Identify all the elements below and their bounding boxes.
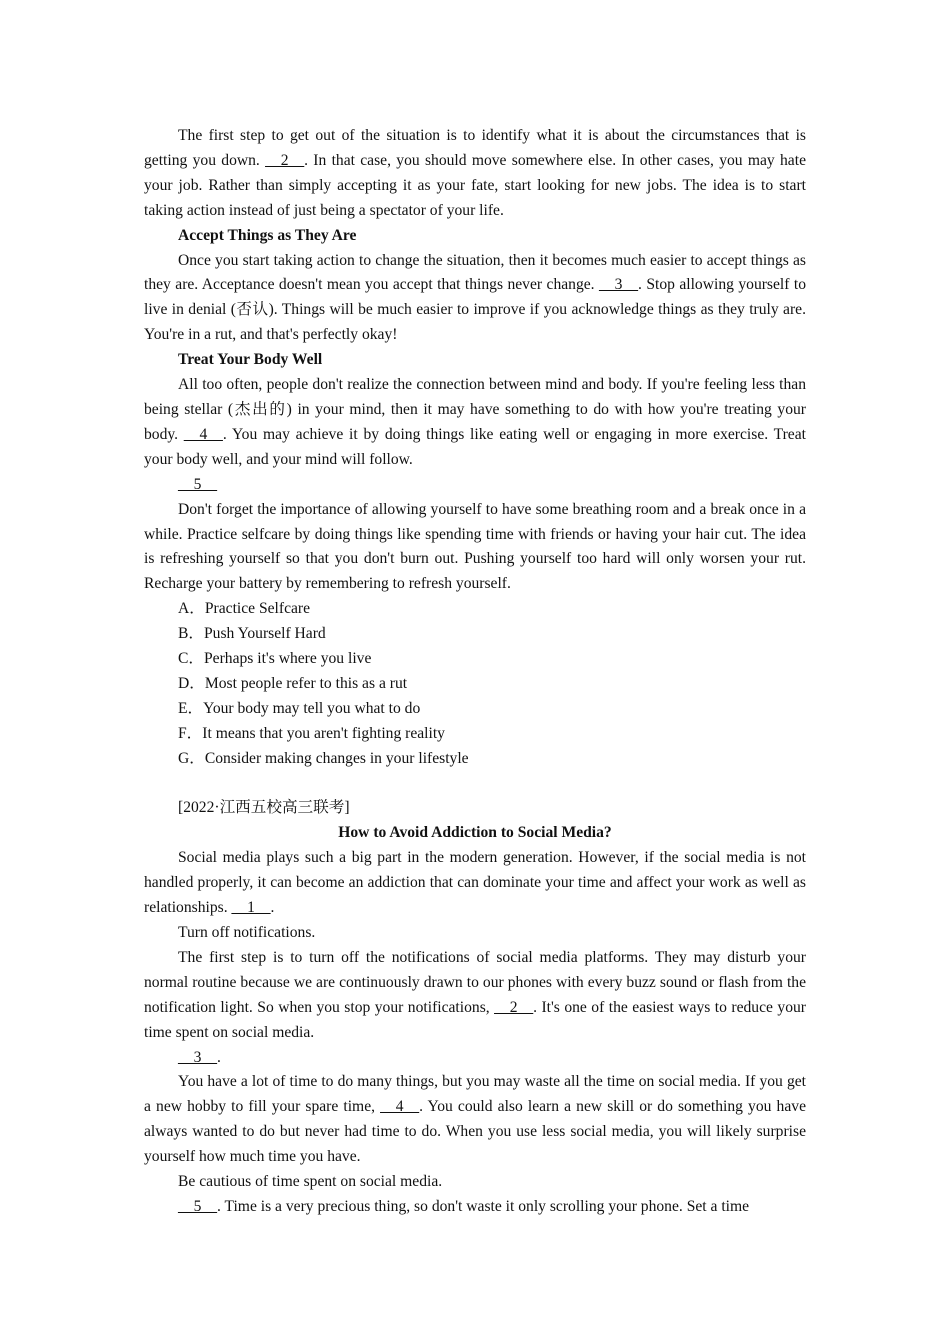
heading-notifications: Turn off notifications.	[178, 923, 316, 941]
paragraph-break: Don't forget the importance of allowing yourself to have some breathing room and a break once in a while. Practice selfcare by doing things like spending time with friends or having your hair cut. The idea is refreshing yourself so that you don't burn out. Pushing yourself too hard will only worsen your rut. Recharge your battery by remembering to refresh yourself.	[144, 500, 806, 593]
paragraph-accept: Once you start taking action to change the situation, then it becomes much easier to accept things as they are. Acceptance doesn't mean you accept that things never change. __3__. Stop allowing yourself to live in denial (否认). Things will be much easier to improve if you acknowledge things as they truly are. You're in a rut, and that's perfectly okay!	[144, 251, 806, 344]
option-e: E．Your body may tell you what to do	[178, 699, 421, 717]
blank-heading-3: __3__.	[178, 1048, 221, 1066]
option-f: F．It means that you aren't fighting reality	[178, 724, 445, 742]
option-d: D．Most people refer to this as a rut	[178, 674, 408, 692]
document-page	[144, 124, 806, 1220]
paragraph-body: All too often, people don't realize the connection between mind and body. If you're feeling less than being stellar (杰出的) in your mind, then it may have something to do with how you're treating your body. __4__. You may achieve it by doing things like eating well or engaging in more exercise. Treat your body well, and your mind will follow.	[144, 376, 806, 468]
passage-title: How to Avoid Addiction to Social Media?	[338, 824, 612, 842]
option-a: A．Practice Selfcare	[178, 600, 311, 618]
paragraph-intro: Social media plays such a big part in the modern generation. However, if the social media is not handled properly, it can become an addiction that can dominate your time and affect your work as well as relationships. __1__.	[144, 849, 806, 917]
blank-5b: __5__	[178, 1197, 217, 1215]
paragraph-notifications: The first step is to turn off the notifications of social media platforms. They may disturb your normal routine because we are continuously drawn to our phones with every buzz sound or flash from the notification light. So when you stop your notifications, __2__. It's one of the easiest ways to reduce your time spent on social media.	[144, 948, 806, 1041]
option-c: C．Perhaps it's where you live	[178, 650, 372, 668]
paragraph-hobby: You have a lot of time to do many things, but you may waste all the time on social media. If you get a new hobby to fill your spare time, __4__. You could also learn a new skill or do something you have always wanted to do but never had time to do. When you use less social media, you will likely surprise yourself how much time you have.	[144, 1073, 806, 1166]
blank-3: __3__	[599, 276, 638, 294]
spacer	[144, 772, 806, 797]
blank-4: __4__	[183, 425, 223, 443]
option-g: G．Consider making changes in your lifestyle	[178, 749, 469, 767]
paragraph-cautious: __5__. Time is a very precious thing, so don't waste it only scrolling your phone. Set a time	[178, 1197, 750, 1215]
heading-body: Treat Your Body Well	[178, 351, 323, 369]
heading-accept: Accept Things as They Are	[178, 226, 357, 244]
blank-1: __1__	[231, 899, 271, 917]
heading-cautious: Be cautious of time spent on social media.	[178, 1173, 443, 1191]
paragraph-identify: The first step to get out of the situation is to identify what it is about the circumstances that is getting you down. __2__. In that case, you should move somewhere else. In other cases, you may hate your job. Rather than simply accepting it as your fate, start looking for new jobs. The idea is to start taking action instead of just being a spectator of your life.	[144, 127, 806, 219]
source-label: [2022·江西五校高三联考]	[178, 799, 350, 817]
blank-4b: __4__	[380, 1098, 420, 1116]
blank-2b: __2__	[494, 998, 534, 1016]
blank-2: __2__	[265, 151, 305, 169]
blank-heading-5: __5__	[178, 475, 217, 493]
option-b: B．Push Yourself Hard	[178, 625, 326, 643]
